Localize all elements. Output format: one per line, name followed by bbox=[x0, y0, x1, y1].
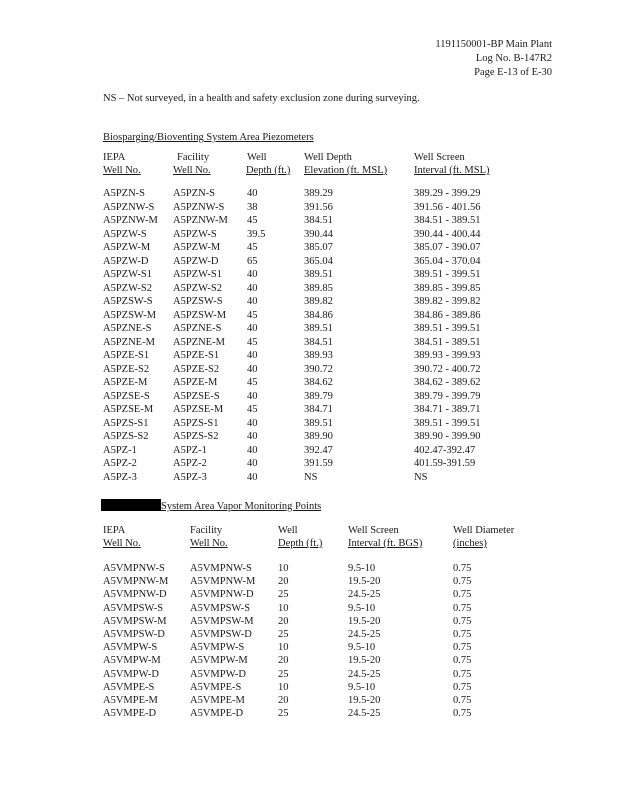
table-cell: A5PZN-S bbox=[173, 188, 216, 199]
table-cell: A5PZW-D bbox=[173, 255, 219, 267]
table-cell: 40 bbox=[247, 363, 258, 375]
table-cell: 20 bbox=[278, 576, 289, 588]
section1-col5-top: Well Screen bbox=[414, 152, 465, 163]
table-cell: 45 bbox=[247, 309, 258, 321]
table-cell: A5PZNE-S bbox=[173, 323, 222, 334]
table-cell: A5VMPW-M bbox=[190, 655, 248, 667]
table-cell: 384.62 - 389.62 bbox=[414, 377, 481, 388]
section1-col3-top: Well bbox=[247, 152, 267, 163]
table-cell: A5PZS-S2 bbox=[173, 431, 219, 442]
log-number: Log No. B-147R2 bbox=[475, 53, 552, 64]
table-cell: 384.51 bbox=[304, 215, 333, 226]
table-cell: 0.75 bbox=[453, 708, 472, 720]
table-cell: 401.59-391.59 bbox=[414, 458, 476, 469]
table-cell: A5VMPNW-D bbox=[190, 589, 254, 601]
table-cell: 391.59 bbox=[304, 458, 333, 469]
section2-col2-top: Facility bbox=[190, 525, 223, 536]
section2-col5-bottom: (inches) bbox=[453, 538, 487, 549]
table-cell: 38 bbox=[247, 201, 258, 213]
table-cell: A5PZW-S1 bbox=[173, 269, 223, 280]
table-cell: A5PZW-M bbox=[173, 242, 221, 253]
table-cell: A5VMPW-S bbox=[190, 642, 245, 654]
table-cell: A5PZSW-S bbox=[103, 296, 153, 307]
table-cell: 384.51 - 389.51 bbox=[414, 336, 481, 348]
table-cell: A5PZE-S2 bbox=[103, 363, 150, 375]
table-cell: 9.5-10 bbox=[348, 681, 376, 693]
table-cell: 45 bbox=[247, 215, 258, 226]
table-cell: A5VMPSW-D bbox=[190, 629, 252, 640]
table-cell: 385.07 - 390.07 bbox=[414, 242, 481, 253]
table-cell: 9.5-10 bbox=[348, 563, 376, 574]
table-cell: 0.75 bbox=[453, 589, 472, 601]
table-cell: A5PZS-S2 bbox=[103, 431, 149, 442]
table-cell: A5VMPE-M bbox=[103, 695, 158, 706]
table-cell: A5PZSE-S bbox=[173, 390, 220, 402]
table-cell: A5PZSW-M bbox=[173, 309, 227, 321]
section1-col1-bottom: Well No. bbox=[103, 165, 141, 176]
table-cell: 19.5-20 bbox=[348, 576, 381, 588]
table-cell: A5PZ-2 bbox=[173, 458, 207, 469]
table-cell: 384.86 - 389.86 bbox=[414, 309, 481, 321]
table-cell: 0.75 bbox=[453, 576, 472, 588]
table-cell: A5PZNE-S bbox=[103, 323, 152, 334]
ns-note: NS – Not surveyed, in a health and safety exclusion zone during surveying. bbox=[103, 93, 420, 104]
table-cell: 389.90 bbox=[304, 431, 333, 442]
table-cell: A5VMPNW-D bbox=[103, 589, 167, 601]
table-cell: A5PZ-2 bbox=[103, 458, 137, 469]
table-cell: 40 bbox=[247, 350, 258, 361]
table-cell: A5PZW-S1 bbox=[103, 269, 153, 280]
table-cell: 40 bbox=[247, 390, 258, 402]
table-cell: 20 bbox=[278, 615, 289, 627]
table-cell: 40 bbox=[247, 417, 258, 429]
table-cell: 0.75 bbox=[453, 642, 472, 654]
table-cell: 39.5 bbox=[247, 228, 266, 240]
table-cell: 19.5-20 bbox=[348, 695, 381, 706]
table-cell: 389.51 - 399.51 bbox=[414, 323, 481, 334]
table-cell: 25 bbox=[278, 668, 289, 680]
table-cell: 40 bbox=[247, 296, 258, 307]
table-cell: A5VMPNW-S bbox=[190, 563, 252, 574]
table-cell: 40 bbox=[247, 282, 258, 294]
section2-col1-top: IEPA bbox=[103, 525, 126, 536]
table-cell: A5VMPW-D bbox=[190, 668, 247, 680]
table-cell: 40 bbox=[247, 431, 258, 442]
table-cell: 389.51 bbox=[304, 417, 333, 429]
table-cell: 390.72 bbox=[304, 363, 333, 375]
table-cell: 389.90 - 399.90 bbox=[414, 431, 481, 442]
section1-col1-top: IEPA bbox=[103, 152, 126, 163]
table-cell: 45 bbox=[247, 242, 258, 253]
table-cell: A5VMPNW-M bbox=[190, 576, 256, 588]
table-cell: 389.29 bbox=[304, 188, 333, 199]
table-cell: A5VMPE-D bbox=[103, 708, 157, 720]
table-cell: A5PZW-S bbox=[173, 228, 217, 240]
table-cell: 10 bbox=[278, 681, 289, 693]
section2-title: System Area Vapor Monitoring Points bbox=[161, 501, 322, 512]
table-cell: A5PZSW-M bbox=[103, 309, 157, 321]
table-cell: 10 bbox=[278, 563, 289, 574]
table-cell: 384.86 bbox=[304, 309, 333, 321]
table-cell: A5PZW-D bbox=[103, 255, 149, 267]
table-cell: 19.5-20 bbox=[348, 655, 381, 667]
table-cell: 389.82 bbox=[304, 296, 333, 307]
section2-col3-bottom: Depth (ft.) bbox=[278, 538, 323, 549]
table-cell: 65 bbox=[247, 255, 258, 267]
table-cell: A5PZNE-M bbox=[173, 336, 225, 348]
section2-col3-top: Well bbox=[278, 525, 298, 536]
table-cell: A5PZNW-S bbox=[173, 201, 225, 213]
section2-col1-bottom: Well No. bbox=[103, 538, 141, 549]
table-cell: 40 bbox=[247, 269, 258, 280]
section1-col4-top: Well Depth bbox=[304, 152, 352, 163]
table-cell: 384.71 - 389.71 bbox=[414, 404, 481, 415]
table-cell: 389.79 bbox=[304, 390, 333, 402]
table-cell: A5PZNW-M bbox=[103, 215, 158, 226]
table-cell: A5VMPSW-D bbox=[103, 629, 165, 640]
section2-col5-top: Well Diameter bbox=[453, 525, 515, 536]
table-cell: NS bbox=[304, 471, 318, 483]
table-cell: 24.5-25 bbox=[348, 708, 381, 720]
table-cell: 40 bbox=[247, 323, 258, 334]
table-cell: A5VMPNW-M bbox=[103, 576, 169, 588]
table-cell: 19.5-20 bbox=[348, 615, 381, 627]
table-cell: A5PZNW-S bbox=[103, 201, 155, 213]
table-cell: 384.51 bbox=[304, 336, 333, 348]
table-cell: 24.5-25 bbox=[348, 629, 381, 640]
table-cell: 365.04 bbox=[304, 255, 333, 267]
table-cell: 389.93 bbox=[304, 350, 333, 361]
table-cell: 0.75 bbox=[453, 563, 472, 574]
table-cell: 20 bbox=[278, 695, 289, 706]
table-cell: 45 bbox=[247, 336, 258, 348]
table-cell: A5VMPSW-S bbox=[190, 602, 251, 614]
table-cell: 384.62 bbox=[304, 377, 333, 388]
table-cell: A5PZE-M bbox=[173, 377, 218, 388]
table-cell: 20 bbox=[278, 655, 289, 667]
table-cell: 365.04 - 370.04 bbox=[414, 255, 481, 267]
table-cell: A5PZE-M bbox=[103, 377, 148, 388]
table-cell: 40 bbox=[247, 458, 258, 469]
table-cell: 40 bbox=[247, 444, 258, 456]
table-cell: 24.5-25 bbox=[348, 668, 381, 680]
section1-col5-bottom: Interval (ft. MSL) bbox=[414, 165, 490, 176]
table-cell: A5PZ-3 bbox=[173, 471, 207, 483]
table-cell: A5PZSW-S bbox=[173, 296, 223, 307]
table-cell: A5VMPW-S bbox=[103, 642, 158, 654]
table-cell: A5PZ-3 bbox=[103, 471, 137, 483]
table-cell: 389.29 - 399.29 bbox=[414, 188, 481, 199]
section1-col2-top: Facility bbox=[177, 152, 210, 163]
table-cell: A5PZN-S bbox=[103, 188, 146, 199]
table-cell: 10 bbox=[278, 602, 289, 614]
table-cell: 384.71 bbox=[304, 404, 333, 415]
section1-col2-bottom: Well No. bbox=[173, 165, 211, 176]
table-cell: A5PZ-1 bbox=[173, 444, 207, 456]
table-cell: A5PZW-M bbox=[103, 242, 151, 253]
table-cell: A5VMPW-M bbox=[103, 655, 161, 667]
table-cell: 390.72 - 400.72 bbox=[414, 363, 481, 375]
table-cell: A5PZS-S1 bbox=[103, 417, 149, 429]
table-cell: 25 bbox=[278, 589, 289, 601]
table-cell: 389.82 - 399.82 bbox=[414, 296, 481, 307]
table-cell: A5PZSE-S bbox=[103, 390, 150, 402]
section2-title-line bbox=[101, 499, 321, 513]
section2-col4-top: Well Screen bbox=[348, 525, 399, 536]
section1-col4-bottom: Elevation (ft. MSL) bbox=[304, 165, 388, 176]
table-cell: A5PZW-S bbox=[103, 228, 147, 240]
table-cell: 10 bbox=[278, 642, 289, 654]
table-cell: A5PZS-S1 bbox=[173, 417, 219, 429]
table-cell: 45 bbox=[247, 377, 258, 388]
table-cell: 391.56 bbox=[304, 201, 333, 213]
table-cell: A5PZE-S1 bbox=[103, 350, 150, 361]
table-cell: 25 bbox=[278, 629, 289, 640]
table-cell: 385.07 bbox=[304, 242, 333, 253]
table-cell: 389.85 bbox=[304, 282, 333, 294]
page-number: Page E-13 of E-30 bbox=[474, 67, 552, 78]
table-cell: 45 bbox=[247, 404, 258, 415]
table-cell: A5PZW-S2 bbox=[103, 282, 153, 294]
table-cell: A5VMPE-S bbox=[103, 681, 155, 693]
table-cell: 389.51 bbox=[304, 323, 333, 334]
table-cell: A5VMPW-D bbox=[103, 668, 160, 680]
section2-col4-bottom: Interval (ft. BGS) bbox=[348, 538, 423, 549]
table-cell: 0.75 bbox=[453, 681, 472, 693]
table-cell: A5PZW-S2 bbox=[173, 282, 223, 294]
table-cell: 389.51 - 399.51 bbox=[414, 269, 481, 280]
table-cell: 9.5-10 bbox=[348, 642, 376, 654]
table-cell: 389.79 - 399.79 bbox=[414, 390, 481, 402]
table-cell: 0.75 bbox=[453, 695, 472, 706]
table-cell: 402.47-392.47 bbox=[414, 444, 476, 456]
table-cell: 0.75 bbox=[453, 615, 472, 627]
table-cell: A5VMPSW-M bbox=[190, 615, 254, 627]
table-cell: A5PZSE-M bbox=[103, 404, 154, 415]
table-cell: 391.56 - 401.56 bbox=[414, 201, 481, 213]
section2-col2-bottom: Well No. bbox=[190, 538, 228, 549]
table-cell: A5PZSE-M bbox=[173, 404, 224, 415]
table-cell: A5PZ-1 bbox=[103, 444, 137, 456]
table-cell: 25 bbox=[278, 708, 289, 720]
table-cell: A5VMPE-M bbox=[190, 695, 245, 706]
table-cell: A5VMPSW-S bbox=[103, 602, 164, 614]
redaction-block bbox=[101, 499, 161, 511]
document-id: 1191150001-BP Main Plant bbox=[435, 39, 552, 50]
section1-title: Biosparging/Bioventing System Area Piezometers bbox=[103, 132, 314, 143]
table-cell: 392.47 bbox=[304, 444, 333, 456]
table-cell: 389.51 - 399.51 bbox=[414, 417, 481, 429]
table-cell: A5VMPE-D bbox=[190, 708, 244, 720]
table-cell: 0.75 bbox=[453, 655, 472, 667]
table-cell: 389.93 - 399.93 bbox=[414, 350, 481, 361]
table-cell: 389.51 bbox=[304, 269, 333, 280]
table-cell: A5VMPSW-M bbox=[103, 615, 167, 627]
table-cell: 9.5-10 bbox=[348, 602, 376, 614]
table-cell: A5PZNE-M bbox=[103, 336, 155, 348]
table-cell: 384.51 - 389.51 bbox=[414, 215, 481, 226]
section1-col3-bottom: Depth (ft.) bbox=[246, 165, 291, 176]
table-cell: 389.85 - 399.85 bbox=[414, 282, 481, 294]
table-cell: NS bbox=[414, 471, 428, 483]
table-cell: A5VMPE-S bbox=[190, 681, 242, 693]
table-cell: A5PZE-S2 bbox=[173, 363, 220, 375]
table-cell: 40 bbox=[247, 471, 258, 483]
table-cell: 390.44 bbox=[304, 228, 333, 240]
table-cell: A5PZNW-M bbox=[173, 215, 228, 226]
table-cell: A5PZE-S1 bbox=[173, 350, 220, 361]
table-cell: A5VMPNW-S bbox=[103, 563, 165, 574]
table-cell: 24.5-25 bbox=[348, 589, 381, 601]
table-cell: 390.44 - 400.44 bbox=[414, 228, 481, 240]
table-cell: 0.75 bbox=[453, 629, 472, 640]
table-cell: 0.75 bbox=[453, 668, 472, 680]
table-cell: 0.75 bbox=[453, 602, 472, 614]
table-cell: 40 bbox=[247, 188, 258, 199]
